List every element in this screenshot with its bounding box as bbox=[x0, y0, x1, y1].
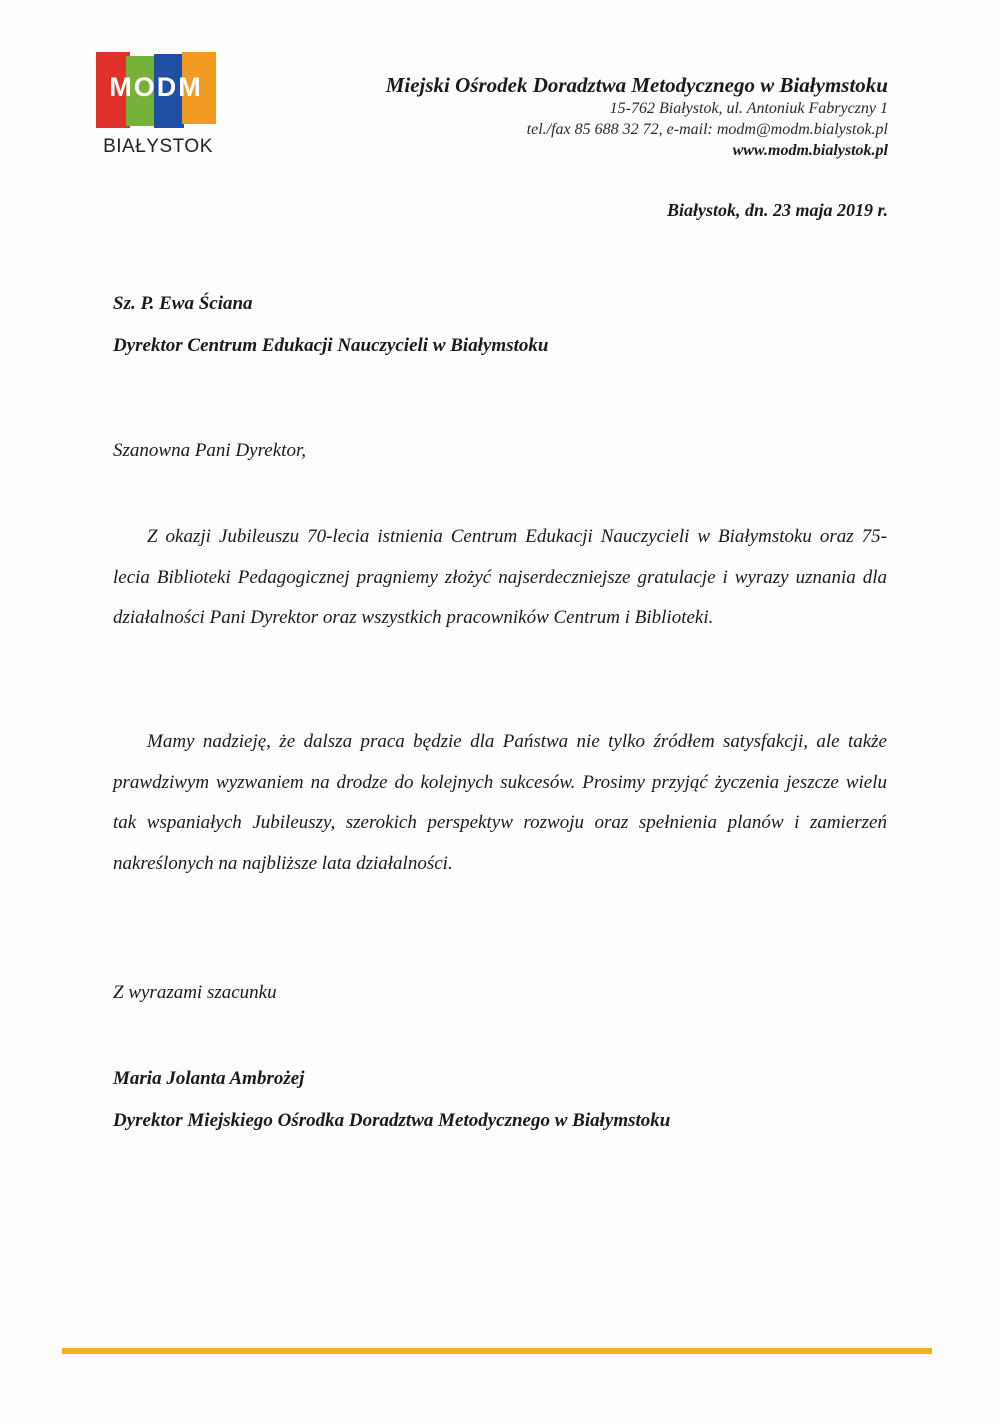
footer-rule bbox=[62, 1348, 932, 1354]
body-paragraph: Mamy nadzieję, że dalsza praca będzie dla Państwa nie tylko źródłem satysfakcji, ale także prawdziwym wyzwaniem na drodze do kolejnych sukcesów. Prosimy przyjąć życzenia jeszcze wielu tak wspaniałych Jubileuszy, szerokich perspektyw rozwoju oraz spełnienia planów i zamierzeń nakreślonych na najbliższe lata działalności. bbox=[113, 731, 887, 874]
signatory-name: Maria Jolanta Ambrożej bbox=[113, 1068, 305, 1089]
recipient-block bbox=[113, 283, 548, 367]
recipient-title: Dyrektor Centrum Edukacji Nauczycieli w Białymstoku bbox=[113, 335, 549, 356]
signature-block bbox=[113, 1058, 670, 1142]
organization-website: www.modm.bialystok.pl bbox=[732, 142, 888, 159]
letterhead bbox=[386, 72, 888, 162]
modm-logo bbox=[96, 52, 220, 162]
recipient-name: Sz. P. Ewa Ściana bbox=[113, 293, 253, 314]
logo-city: BIAŁYSTOK bbox=[103, 136, 213, 157]
organization-contact: tel./fax 85 688 32 72, e-mail: modm@modm.bialystok.pl bbox=[526, 121, 888, 138]
logo-letters: MODM bbox=[109, 72, 203, 102]
body-paragraph: Z okazji Jubileuszu 70-lecia istnienia Centrum Edukacji Nauczycieli w Białymstoku oraz 75-lecia Biblioteki Pedagogicznej pragniemy złożyć najserdeczniejsze gratulacje i wyrazy uznania dla działalności Pani Dyrektor oraz wszystkich pracowników Centrum i Biblioteki. bbox=[113, 526, 887, 629]
organization-address: 15-762 Białystok, ul. Antoniuk Fabryczny 1 bbox=[609, 100, 888, 117]
organization-name: Miejski Ośrodek Doradztwa Metodycznego w Białymstoku bbox=[385, 73, 888, 97]
letter-date: Białystok, dn. 23 maja 2019 r. bbox=[666, 200, 888, 220]
salutation: Szanowna Pani Dyrektor, bbox=[113, 440, 306, 461]
signatory-title: Dyrektor Miejskiego Ośrodka Doradztwa Metodycznego w Białymstoku bbox=[113, 1110, 671, 1131]
closing: Z wyrazami szacunku bbox=[113, 982, 277, 1003]
